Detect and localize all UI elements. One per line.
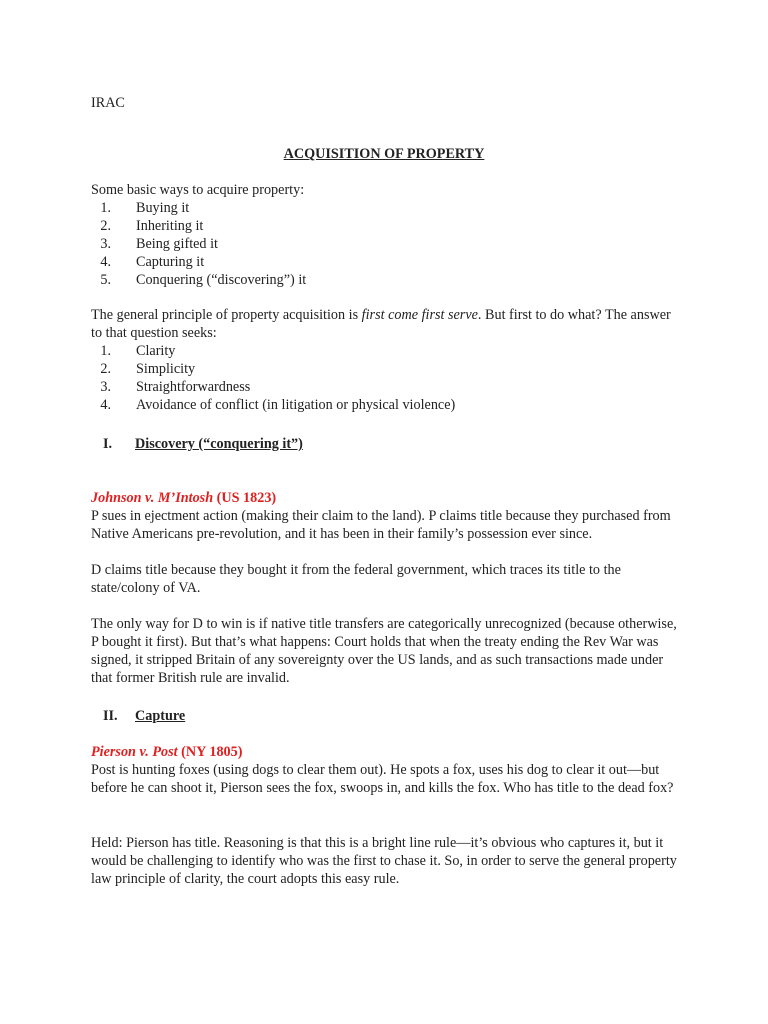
case-paragraph: Post is hunting foxes (using dogs to clear them out). He spots a fox, uses his dog to clear it out—but before he can shoot it, Pierson sees the fox, swoops in, and kills the fox. Who has title to the dead fox? [91, 762, 674, 796]
case-heading-johnson [91, 489, 276, 507]
list-number: 4. [100, 254, 111, 270]
principle-text-after: . But first to do what? The answer to that question seeks: [91, 307, 671, 341]
document-title: ACQUISITION OF PROPERTY [283, 146, 485, 162]
list-text: Avoidance of conflict (in litigation or physical violence) [136, 397, 456, 413]
list-item [91, 253, 691, 271]
section-heading-discovery [103, 435, 303, 453]
section-number: II. [103, 708, 118, 724]
document-label: IRAC [91, 95, 125, 111]
case-name: Pierson v. Post [91, 744, 178, 760]
principle-goals-list [91, 342, 691, 414]
list-item [91, 271, 691, 289]
list-text: Inheriting it [136, 218, 204, 234]
principle-text-before: The general principle of property acquisition is [91, 307, 362, 323]
case-paragraph: The only way for D to win is if native title transfers are categorically unrecognized (because otherwise, P bought it first). But that’s what happens: Court holds that when the treaty ending the Rev War was signed, it stripped Britain of any sovereignty over the US lands, and as such transactions made under that former British rule are invalid. [91, 616, 677, 686]
list-item [91, 342, 691, 360]
acquisition-ways-list [91, 199, 691, 289]
list-text: Conquering (“discovering”) it [136, 272, 307, 288]
list-number: 5. [100, 272, 111, 288]
section-number: I. [103, 436, 113, 452]
principle-emphasis: first come first serve [361, 307, 478, 323]
list-item [91, 378, 691, 396]
list-item [91, 360, 691, 378]
list-number: 3. [100, 379, 111, 395]
list-number: 4. [100, 397, 111, 413]
list-item [91, 396, 691, 414]
section-heading-capture [103, 707, 185, 725]
intro-text: Some basic ways to acquire property: [91, 182, 305, 198]
list-number: 2. [100, 218, 111, 234]
list-text: Clarity [136, 343, 176, 359]
section-title: Discovery (“conquering it”) [135, 436, 303, 452]
list-text: Capturing it [136, 254, 205, 270]
case-paragraph: P sues in ejectment action (making their claim to the land). P claims title because they purchased from Native Americans pre-revolution, and it has been in their family’s possession ever since. [91, 508, 671, 542]
list-text: Buying it [136, 200, 190, 216]
list-item [91, 235, 691, 253]
list-text: Straightforwardness [136, 379, 251, 395]
principle-paragraph [91, 306, 681, 342]
list-text: Simplicity [136, 361, 196, 377]
case-paragraph: D claims title because they bought it from the federal government, which traces its title to the state/colony of VA. [91, 562, 621, 596]
list-number: 1. [100, 200, 111, 216]
list-text: Being gifted it [136, 236, 218, 252]
case-name: Johnson v. M’Intosh [91, 490, 214, 506]
case-citation: (US 1823) [213, 490, 277, 506]
list-number: 3. [100, 236, 111, 252]
list-number: 1. [100, 343, 111, 359]
list-item [91, 199, 691, 217]
list-item [91, 217, 691, 235]
case-citation: (NY 1805) [177, 744, 243, 760]
case-heading-pierson [91, 743, 242, 761]
case-paragraph: Held: Pierson has title. Reasoning is that this is a bright line rule—it’s obvious who captures it, but it would be challenging to identify who was the first to chase it. So, in order to serve the general property law principle of clarity, the court adopts this easy rule. [91, 835, 677, 887]
section-title: Capture [135, 708, 186, 724]
list-number: 2. [100, 361, 111, 377]
